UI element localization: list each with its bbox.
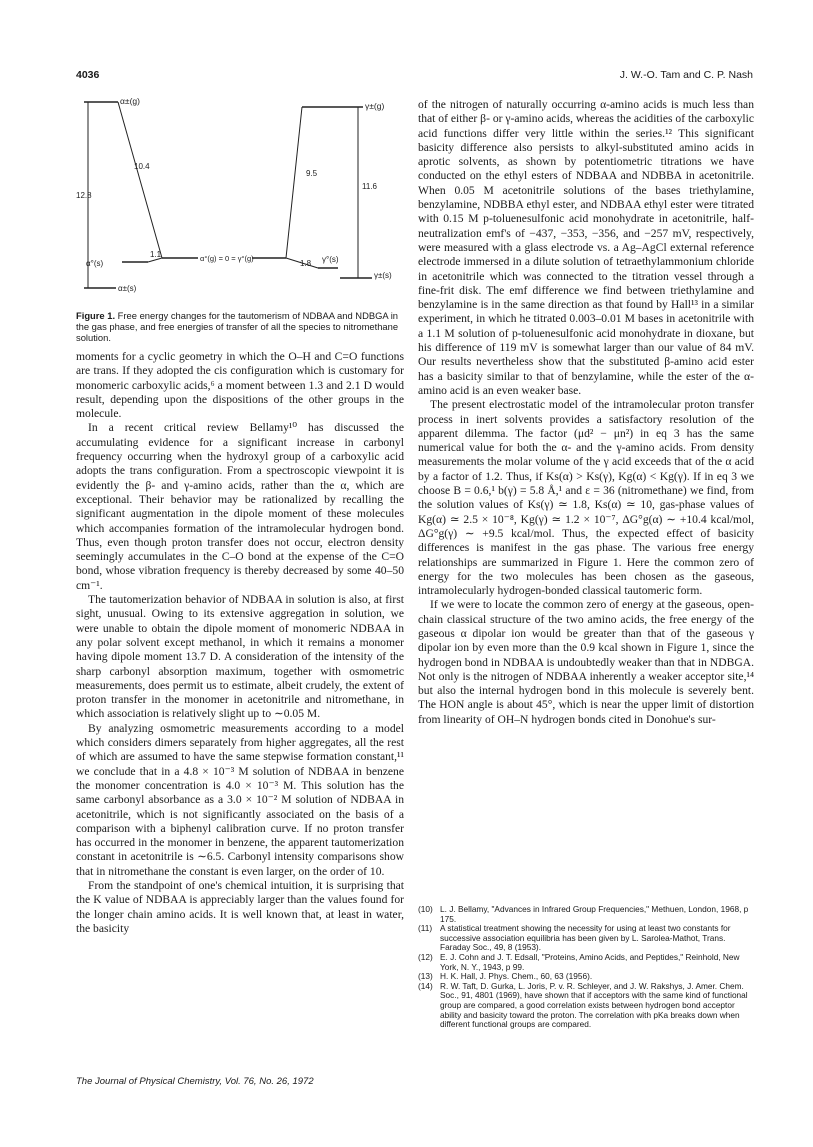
reference-text: H. K. Hall, J. Phys. Chem., 60, 63 (1956). [440,971,593,982]
reference-text: A statistical treatment showing the necessity for using at least two constants for successive association equilibria has been given by L. Sarolea-Mathot, Trans. Faraday Soc., 49, 8 (1953). [440,923,731,953]
figure-caption-label: Figure 1. [76,310,116,321]
right-column [418,98,754,727]
value-12-8: 12.8 [76,191,92,200]
reference-item [418,924,754,953]
page-number: 4036 [76,69,100,81]
paragraph: In a recent critical review Bellamy¹⁰ has discussed the accumulating evidence for a significant increase in carbonyl frequency occurring when the hydroxyl group of a carboxylic acid adopts the trans configuration. From a spectroscopic viewpoint it is evidently the β- and γ-amino acids, rather than the α, which are exceptional. Their behavior may be rationalized by recalling the significant augmentation in the dipole moment of these molecules which accompanies formation of the intramolecular hydrogen bond. Thus, even though proton transfer does not occur, electron density seemingly accumulates in the C–O bond at the expense of the C=O bond, whose vibration frequency is thereby decreased by some 40–50 cm⁻¹. [76,421,404,592]
paragraph: The tautomerization behavior of NDBAA in solution is also, at first sight, unusual. Owing to its extensive aggregation in solution, we were unable to obtain the dipole moment of monomeric NDBAA in any polar solvent except methanol, in which it remains a monomer having dipole moment 13.7 D. A consideration of the intensity of the sharp carbonyl absorption maximum, together with osmometric measurements, does permit us to estimate, albeit crudely, the extent of proton transfer in the monomer in acetonitrile and nitromethane, in which association is relatively slight up to ∼0.05 M. [76,593,404,721]
reference-text: L. J. Bellamy, "Advances in Infrared Group Frequencies," Methuen, London, 1968, p 175. [440,904,749,924]
paragraph: From the standpoint of one's chemical intuition, it is surprising that the K value of NDBAA is appreciably larger than the values found for the longer chain amino acids. It is well known that, at least in water, the basicity [76,878,404,935]
paragraph: If we were to locate the common zero of energy at the gaseous, open-chain classical structure of the two amino acids, the free energy of the gaseous α dipolar ion would be greater than that of the gaseous γ dipolar ion by even more than the 0.9 kcal shown in Figure 1, since the hydrogen bond in NDBAA is undoubtedly weaker than that in NDBGA. Not only is the nitrogen of NDBAA inherently a weaker acceptor site,¹⁴ but also the internal hydrogen bond in this molecule is severely bent. The HON angle is about 45°, which is near the upper limit of distortion from linearity of OH–N hydrogen bonds cited in Donohue's sur- [418,598,754,726]
left-column [76,350,404,936]
figure-caption-text: Free energy changes for the tautomerism of NDBAA and NDBGA in the gas phase, and free energies of transfer of all the species to nitromethane solution. [76,310,399,343]
running-header-authors: J. W.-O. Tam and C. P. Nash [619,69,753,81]
label-gamma-s0: γ°(s) [322,255,339,264]
paragraph: By analyzing osmometric measurements according to a model which considers dimers separately from higher aggregates, all the rest of which are assumed to have the same stepwise formation constant,¹¹ we conclude that in a 4.8 × 10⁻³ M solution of NDBAA in benzene the monomer concentration is 4.0 × 10⁻³ M. This solution has the same carbonyl absorbance as a 3.0 × 10⁻² M solution of NDBAA in acetonitrile, which is not significantly associated on the basis of a comparison with a biphenyl calibration curve. If no proton transfer has occurred in the monomer in benzene, the apparent tautomerization constant in acetonitrile is ∼6.5. Carbonyl intensity comparisons show that in nitromethane the constant is even larger, on the order of 10. [76,721,404,878]
transition-alpha-g [118,102,162,258]
value-11-6: 11.6 [362,182,377,191]
label-gamma-s: γ±(s) [374,271,392,280]
energy-level-diagram [76,92,410,304]
reference-item [418,982,754,1030]
reference-number: (14) [418,980,433,991]
label-gamma-g: γ±(g) [365,101,385,111]
label-alpha-s: α±(s) [118,284,137,293]
figure-caption [76,310,404,343]
reference-text: E. J. Cohn and J. T. Edsall, "Proteins, Amino Acids, and Peptides," Reinhold, New York, N. Y., 1943, p 99. [440,951,740,972]
value-1-1: 1.1 [150,250,162,259]
paragraph: The present electrostatic model of the intramolecular proton transfer process in inert solvents provides a satisfactory resolution of the apparent dilemma. The factor (μd² − μn²) in eq 3 has the same numerical value for both the α- and the γ-amino acids. From density measurements the molar volume of the γ acid exceeds that of the α acid by a factor of 1.2. Thus, if Ks(α) > Ks(γ), Kg(α) < Kg(γ). If in eq 3 we choose B = 0.6,¹ b(γ) = 5.8 Å,¹ and ε = 36 (nitromethane) we find, from the solution values of Ks(γ) ≃ 1.8, Ks(α) ≃ 10, gas-phase values of Kg(α) ≃ 2.5 × 10⁻⁸, Kg(γ) ≃ 1.2 × 10⁻⁷, ΔG°g(α) ∼ +10.4 kcal/mol, ΔG°g(γ) ∼ +9.5 kcal/mol. Thus, the expected effect of basicity differences is manifest in the gas phase. The various free energy relationships are summarized in Figure 1. Here the common zero of energy for the two molecules has been chosen as the gaseous, intramolecularly hydrogen-bonded classical tautomeric form. [418,398,754,598]
reference-number: (12) [418,951,433,962]
value-1-8: 1.8 [300,259,312,268]
label-zero: α°(g) = 0 = γ°(g) [200,254,254,263]
paragraph: moments for a cyclic geometry in which the O–H and C=O functions are trans. If they adopted the cis configuration which is customary for monomeric carboxylic acids,⁶ a moment between 1.3 and 2.1 D would result, depending upon the dispositions of the other groups in the molecule. [76,350,404,421]
reference-number: (10) [418,904,433,914]
journal-footer: The Journal of Physical Chemistry, Vol. 76, No. 26, 1972 [76,1076,314,1087]
label-alpha-g: α±(g) [120,96,140,106]
transition-gamma-g [286,107,302,258]
energy-diagram-svg [76,92,410,304]
label-alpha-s0: α°(s) [86,259,104,268]
reference-item [418,953,754,972]
reference-text: R. W. Taft, D. Gurka, L. Joris, P. v. R. Schleyer, and J. W. Rakshys, J. Amer. Chem. Soc., 91, 4801 (1969), have shown that if acceptors with the same kind of functional group are compared, a good correlation exists between hydrogen bond acceptor ability and basicity toward the proton. The correlation with pKa breaks down when different functional groups are compared. [440,980,748,1030]
reference-item [418,905,754,924]
value-10-4: 10.4 [134,162,150,171]
value-9-5: 9.5 [306,169,318,178]
references [418,905,754,1030]
reference-number: (13) [418,971,433,982]
paragraph: of the nitrogen of naturally occurring α-amino acids is much less than that of either β- or γ-amino acids, whereas the acidities of the carboxylic acid functions differ very little within the series.¹² This significant basicity difference also persists to alkyl-substituted amino acids in aprotic solvents, as shown by potentiometric titrations we have conducted on the ethyl esters of NDBAA and NDBBA in acetonitrile. When 0.05 M acetonitrile solutions of the bases triethylamine, benzylamine, NDBBA ethyl ester, and NDBAA ethyl ester were titrated with 0.15 M p-toluenesulfonic acid monohydrate in acetonitrile, half-neutralization emf's of −437, −353, −356, and −257 mV, respectively, were measured with a glass electrode vs. a Ag–AgCl external reference electrode immersed in a dilute solution of tetraethylammonium chloride in acetonitrile which was connected to the titration vessel through a fine-frit disk. The emf difference we find between triethylamine and benzylamine is in the same direction as that found by Hall¹³ in a similar experiment, in which he titrated 0.003–0.01 M bases in acetonitrile with a 1.1 M solution of p-toluenesulfonic acid monohydrate in dioxane, but his difference of 119 mV is somewhat larger than our value of 84 mV. Our results nevertheless show that the substituted β-amino acid ester has a basicity similar to that of benzylamine, while the ester of the α-amino acid is an even weaker base. [418,98,754,397]
reference-number: (11) [418,923,433,934]
